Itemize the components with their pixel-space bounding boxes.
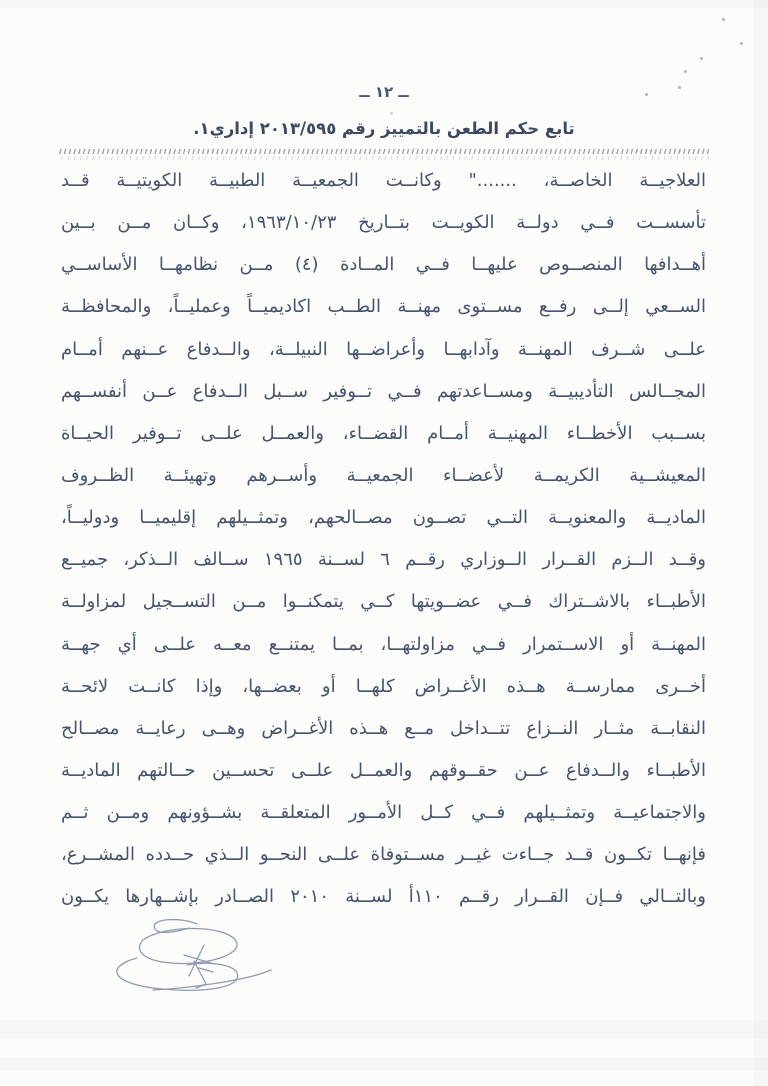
body-line: الأطبــاء والــدفاع عــن حقــوقهم والعمــل علــى تحســين حــالتهم الماديــة — [61, 759, 706, 781]
page-number: ــ ١٢ ــ — [359, 83, 409, 101]
body-line: أهــدافها المنصــوص عليهــا فــي المــادة (٤) مــن نظامهــا الأساســي — [61, 254, 706, 276]
body-line: والاجتماعيــة وتمثــيلهم فــي كــل الأمــور المتعلقــة بشــؤونهم ومــن ثــم — [61, 802, 706, 824]
scan-speck — [740, 42, 743, 45]
continuation-header: تابع حكم الطعن بالتمييز رقم ٢٠١٣/٥٩٥ إداري١. — [193, 119, 575, 138]
judgment-body-text — [61, 160, 706, 919]
scan-shading — [0, 1020, 768, 1038]
body-line: أخــرى ممارســة هــذه الأغــراض كلهــا أو بعضــها، وإذا كانــت لائحــة — [61, 675, 706, 697]
body-line: بســبب الأخطــاء المهنيــة أمــام القضــاء، والعمــل علــى تــوفير الحيــاة — [61, 422, 706, 444]
body-line: الماديــة والمعنويــة التــي تصــون مصــالحهم، وتمثــيلهم إقليميــا ودوليــاً، — [61, 507, 706, 529]
body-line: علــى شــرف المهنــة وآدابهــا وأعراضــها النبيلــة، والــدفاع عــنهم أمــام — [61, 338, 706, 360]
body-line: فإنهــا تكــون قــد جــاءت غيــر مســتوفاة علــى النحــو الــذي حــدده المشــرع، — [61, 844, 706, 866]
body-line: الســعي إلــى رفــع مســتوى مهنــة الطــب اكاديميــاً وعمليــاً، والمحافظــة — [61, 296, 706, 318]
scan-speck — [390, 112, 393, 115]
body-line: المهنــة أو الاســتمرار فــي مزاولتهــا، بمــا يمتنــع معــه علــى أي جهــة — [61, 633, 706, 655]
header-separator — [57, 149, 709, 154]
body-line: وقــد الــزم القــرار الــوزاري رقــم ٦ لســنة ١٩٦٥ ســالف الــذكر، جميــع — [61, 549, 706, 571]
scan-shading — [0, 1058, 768, 1070]
body-line: الأطبــاء بالاشــتراك فــي عضــويتها كــي يتمكنــوا مــن التســجيل لمزاولــة — [61, 591, 706, 613]
signature-scribble-icon — [85, 916, 280, 1021]
scan-speck — [722, 18, 725, 21]
body-line: النقابــة مثــار النــزاع تتــداخل مــع هــذه الأغــراض وهــى رعايــة مصــالح — [61, 717, 706, 739]
body-line: المعيشــية الكريمــة لأعضــاء الجمعيــة وأســرهم وتهيئــة الظــروف — [61, 464, 706, 486]
body-line: المجــالس التأديبيــة ومســاعدتهم فــي تــوفير ســبل الــدفاع عــن أنفســهم — [61, 380, 706, 402]
body-line: العلاجيــة الخاصــة، ......." وكانــت الجمعيــة الطبيــة الكويتيــة قــد — [61, 170, 706, 191]
body-line: تأسســت فــي دولــة الكويــت بتــاريخ ١٩٦٣/١٠/٢٣، وكــان مــن بــين — [61, 212, 706, 234]
scan-speck — [700, 57, 703, 60]
scan-speck — [684, 70, 687, 73]
body-line: وبالتــالي فــإن القــرار رقــم ١١٠أ لســنة ٢٠١٠ الصــادر بإشــهارها يكــون — [61, 886, 706, 908]
scan-shading — [0, 0, 768, 8]
scan-shading — [754, 0, 768, 1086]
